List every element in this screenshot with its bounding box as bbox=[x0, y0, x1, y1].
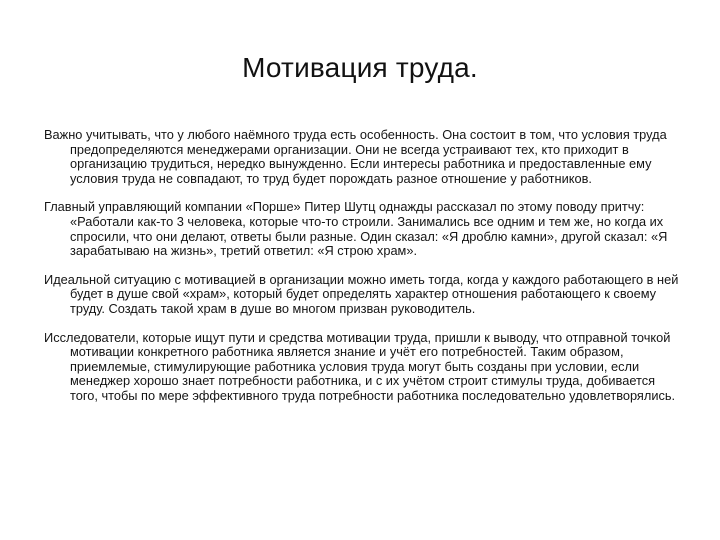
paragraph-2: Главный управляющий компании «Порше» Питер Шутц однажды рассказал по этому поводу притчу: «Работали как-то 3 человека, которые что-то строили. Занимались все одним и тем же, но когда их спросили, что они делают, ответы были разные. Один сказал: «Я дроблю камни», другой сказал: «Я зарабатываю на жизнь», третий ответил: «Я строю храм». bbox=[44, 199, 668, 259]
paragraph-3: Идеальной ситуацию с мотивацией в организации можно иметь тогда, когда у каждого работающего в ней будет в душе свой «храм», который будет определять характер отношения работающего к своему труду. Создать такой храм в душе во многом призван руководитель. bbox=[44, 271, 679, 316]
slide-title: Мотивация труда. bbox=[242, 52, 478, 83]
slide-body bbox=[44, 128, 684, 418]
paragraph-4: Исследователи, которые ищут пути и средства мотивации труда, пришли к выводу, что отправной точкой мотивации конкретного работника является знание и учёт его потребностей. Таким образом, приемлемые, стимулирующие работника условия труда могут быть созданы при условии, если менеджер хорошо знает потребности работника, и с их учётом строит стимулы труда, добивается того, чтобы по мере эффективного труда потребности работника последовательно удовлетворялись. bbox=[44, 329, 676, 403]
paragraph-1: Важно учитывать, что у любого наёмного труда есть особенность. Она состоит в том, что условия труда предопределяются менеджерами организации. Они не всегда устраивают тех, кто приходит в организацию трудиться, нередко вынужденно. Если интересы работника и предоставленные ему условия труда не совпадают, то труд будет порождать разное отношение у работников. bbox=[44, 127, 667, 186]
